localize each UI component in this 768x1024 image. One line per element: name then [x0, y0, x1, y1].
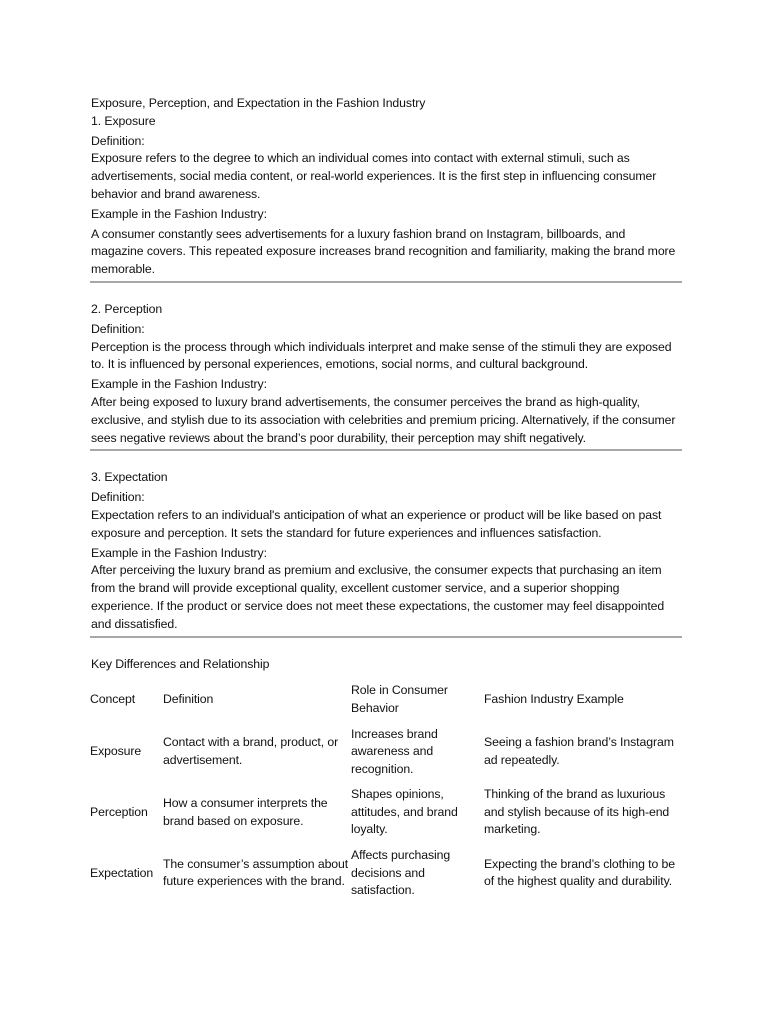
definition-label: Definition:: [91, 321, 145, 336]
section-perception: [91, 301, 681, 451]
section-exposure: [91, 113, 681, 283]
example-label: Example in the Fashion Industry:: [91, 377, 267, 392]
column-header-role: Role in Consumer Behavior: [351, 683, 448, 715]
table-cell-concept: Expectation: [90, 865, 154, 880]
table-row: [90, 843, 680, 904]
definition-label: Definition:: [91, 490, 145, 505]
example-text: After perceiving the luxury brand as premium and exclusive, the consumer expects that purchasing an item from the brand will provide exceptional quality, excellent customer service, and a superior shopping experience. If the product or service does not meet these expectations, the customer may feel disappointed and dissatisfied.: [91, 563, 665, 631]
document-body: [91, 95, 681, 904]
example-text: After being exposed to luxury brand advertisements, the consumer perceives the brand as high-quality, exclusive, and stylish due to its association with celebrities and premium pricing. Alternatively, if the consumer sees negative reviews about the brand’s poor durability, their perception may shift negatively.: [91, 394, 676, 445]
column-header-example: Fashion Industry Example: [484, 692, 624, 707]
table-cell-example: Expecting the brand’s clothing to be of the highest quality and durability.: [484, 856, 676, 889]
section-divider: [90, 281, 682, 283]
table-cell-definition: How a consumer interprets the brand based on exposure.: [163, 796, 328, 828]
table-row: [90, 722, 680, 783]
table-row: [90, 782, 680, 843]
table-cell-definition: The consumer’s assumption about future experiences with the brand.: [163, 856, 349, 889]
table-cell-definition: Contact with a brand, product, or advertisement.: [163, 735, 339, 767]
example-label: Example in the Fashion Industry:: [91, 206, 267, 221]
table-cell-role: Increases brand awareness and recognition.: [351, 726, 438, 776]
section-divider: [90, 636, 682, 638]
section-divider: [90, 449, 682, 451]
table-cell-role: Shapes opinions, attitudes, and brand loyalty.: [351, 787, 458, 837]
section-heading: 2. Perception: [91, 301, 163, 316]
definition-label: Definition:: [91, 133, 145, 148]
column-header-definition: Definition: [163, 692, 214, 707]
key-differences-title: Key Differences and Relationship: [91, 656, 270, 671]
table-cell-concept: Perception: [90, 804, 148, 819]
table-cell-example: Thinking of the brand as luxurious and stylish because of its high-end marketing.: [484, 787, 670, 837]
section-heading: 3. Expectation: [91, 470, 168, 485]
section-expectation: [91, 469, 681, 637]
section-heading: 1. Exposure: [91, 113, 156, 128]
example-text: A consumer constantly sees advertisements for a luxury fashion brand on Instagram, billboards, and magazine covers. This repeated exposure increases brand recognition and familiarity, making the brand more memorable.: [91, 226, 676, 277]
definition-text: Expectation refers to an individual's anticipation of what an experience or product will be like based on past exposure and perception. It sets the standard for future experiences and influences satisfaction.: [91, 507, 662, 540]
document-title: Exposure, Perception, and Expectation in the Fashion Industry: [91, 96, 426, 110]
table-cell-example: Seeing a fashion brand’s Instagram ad repeatedly.: [484, 735, 674, 767]
table-header-row: [90, 678, 680, 721]
key-differences-table: [90, 678, 680, 904]
table-cell-role: Affects purchasing decisions and satisfaction.: [351, 848, 451, 898]
column-header-concept: Concept: [90, 692, 136, 707]
table-cell-concept: Exposure: [90, 744, 142, 759]
definition-text: Exposure refers to the degree to which an individual comes into contact with external stimuli, such as advertisements, social media content, or real-world experiences. It is the first step in influencing consumer behavior and brand awareness.: [91, 151, 657, 201]
definition-text: Perception is the process through which individuals interpret and make sense of the stimuli they are exposed to. It is influenced by personal experiences, emotions, social norms, and cultural background.: [91, 339, 672, 372]
example-label: Example in the Fashion Industry:: [91, 545, 267, 560]
